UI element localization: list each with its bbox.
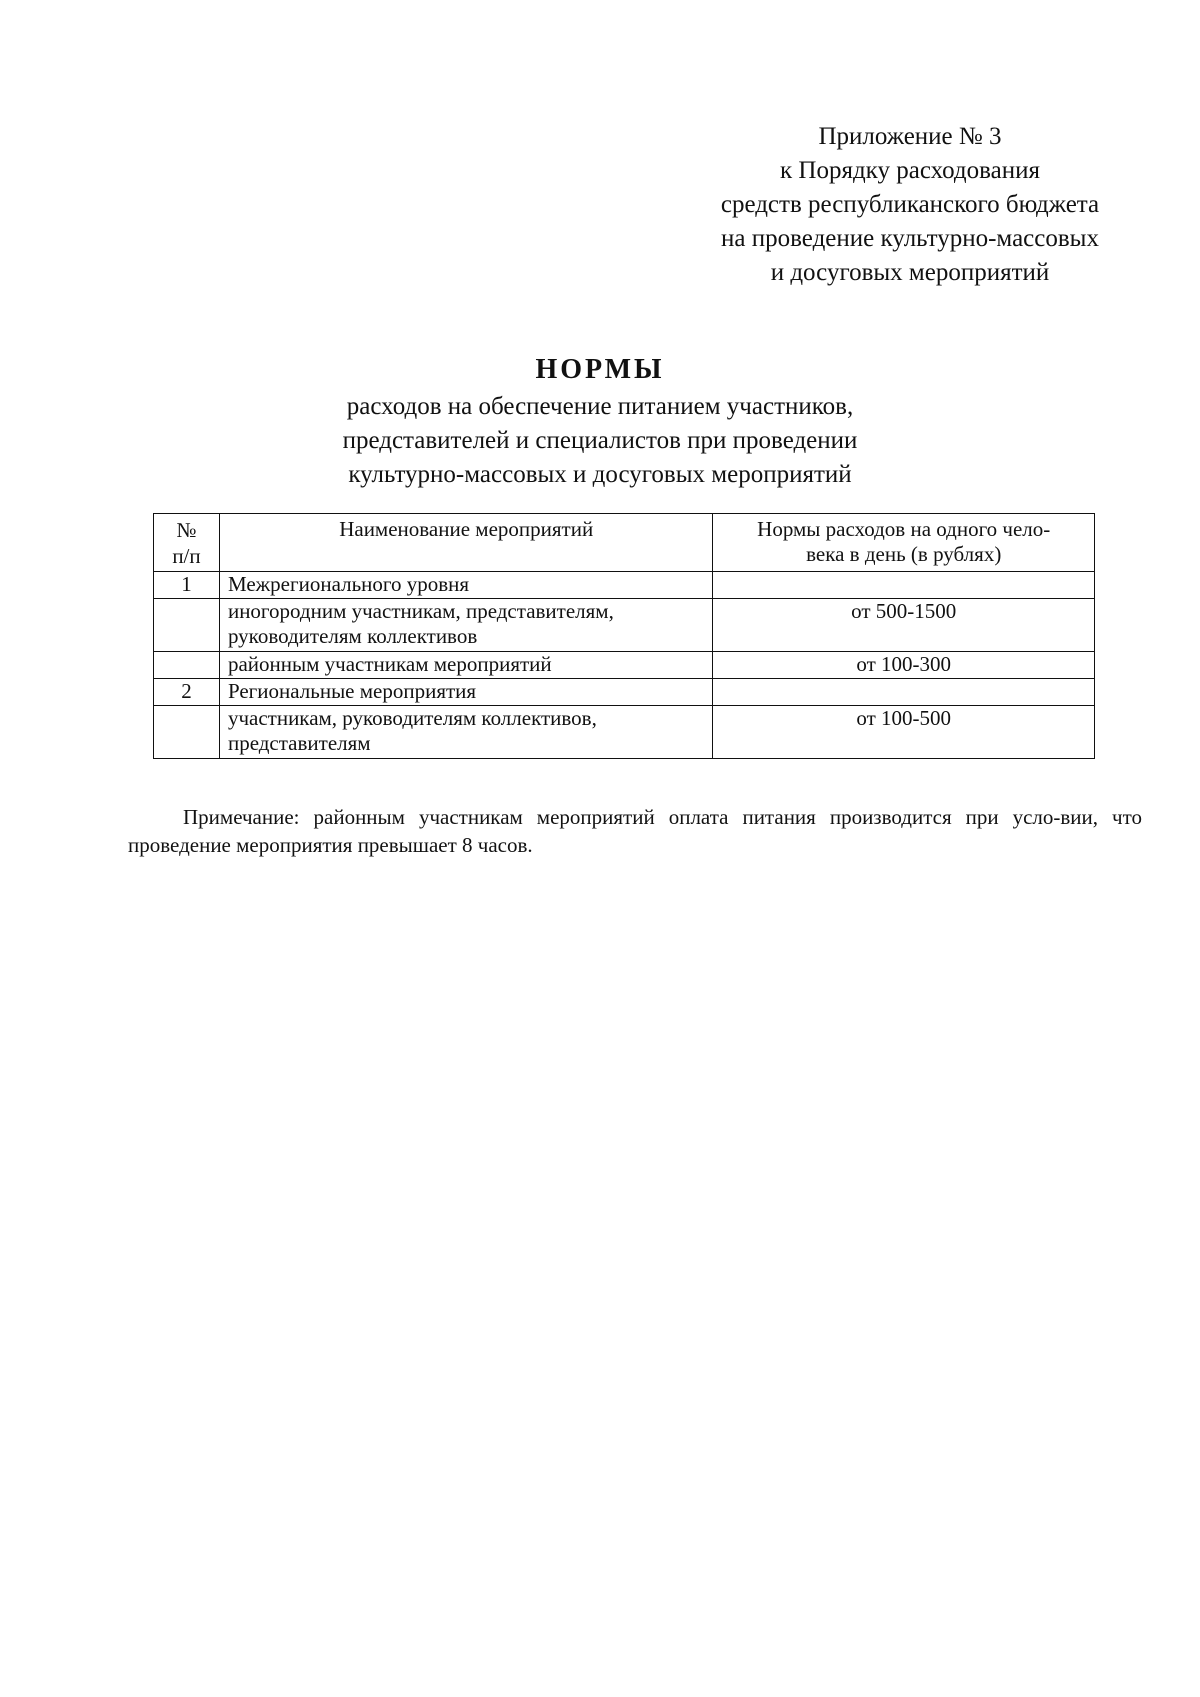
header-norm: Нормы расходов на одного чело- века в день (в рублях): [713, 514, 1095, 572]
row-number: 2: [154, 679, 220, 706]
table-header-row: [154, 514, 1095, 572]
row-number: 1: [154, 572, 220, 599]
appendix-reference: [680, 120, 1140, 290]
row-norm: от 500-1500: [713, 599, 1095, 652]
table-row: [154, 706, 1095, 759]
row-event-name: Межрегионального уровня: [219, 572, 713, 599]
header-number: № п/п: [154, 514, 220, 572]
appendix-line: Приложение № 3: [818, 123, 1002, 150]
header-event-name: Наименование мероприятий: [219, 514, 713, 572]
table-row: [154, 652, 1095, 679]
appendix-line: средств республиканского бюджета: [720, 191, 1100, 218]
row-event-name: районным участникам мероприятий: [219, 652, 713, 679]
document-title: НОРМЫ: [535, 354, 665, 385]
row-norm: от 100-500: [713, 706, 1095, 759]
title-block: [240, 352, 960, 492]
row-norm: от 100-300: [713, 652, 1095, 679]
note-text: Примечание: районным участникам мероприятий оплата питания производится при усло-вии, что проведение мероприятия превышает 8 часов.: [128, 805, 1142, 857]
norms-table: [153, 513, 1095, 759]
row-event-name: участникам, руководителям коллективов, представителям: [219, 706, 713, 759]
appendix-line: к Порядку расходования: [780, 157, 1040, 184]
row-event-name: иногородним участникам, представителям, руководителям коллективов: [219, 599, 713, 652]
table-row: [154, 599, 1095, 652]
subtitle-line: представителей и специалистов при проведении: [342, 427, 858, 454]
row-number: [154, 599, 220, 652]
appendix-line: и досуговых мероприятий: [770, 259, 1050, 286]
row-number: [154, 706, 220, 759]
table-row: [154, 572, 1095, 599]
table-row: [154, 679, 1095, 706]
document-subtitle: [240, 390, 960, 492]
row-norm: [713, 572, 1095, 599]
appendix-line: на проведение культурно-массовых: [721, 225, 1099, 252]
row-number: [154, 652, 220, 679]
row-event-name: Региональные мероприятия: [219, 679, 713, 706]
row-norm: [713, 679, 1095, 706]
subtitle-line: расходов на обеспечение питанием участников,: [346, 393, 854, 420]
subtitle-line: культурно-массовых и досуговых мероприятий: [348, 461, 852, 488]
